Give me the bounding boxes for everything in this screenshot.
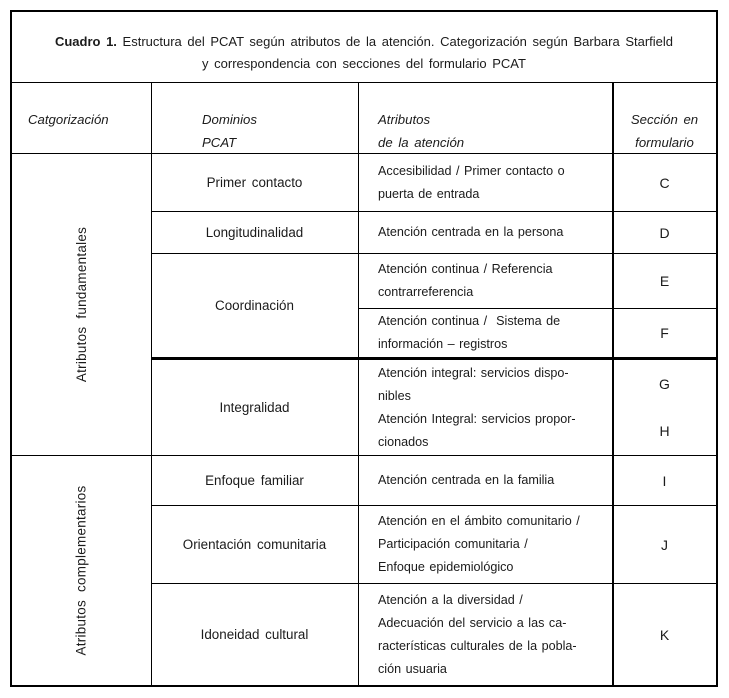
- section-i: I: [662, 472, 667, 489]
- attributes-idoneidad-cultural: [378, 584, 614, 685]
- caption-label: Cuadro 1.: [54, 34, 117, 49]
- attr-line: Participación comunitaria /: [378, 537, 528, 551]
- header-domains-line2: PCAT: [202, 135, 237, 150]
- header-attributes: [378, 108, 464, 154]
- attr-line: información – registros: [378, 337, 508, 351]
- section-h: H: [659, 423, 670, 440]
- attr-line: Atención en el ámbito comunitario /: [378, 514, 580, 528]
- grid-hline-header-top: [12, 82, 716, 83]
- domain-orientacion-comunitaria: Orientación comunitaria: [182, 537, 327, 552]
- attr-line: nibles: [378, 388, 411, 403]
- cuadro1-table: [10, 10, 718, 687]
- attr-line: cionados: [378, 434, 429, 449]
- section-g-h: [613, 360, 716, 455]
- attr-line: Atención continua / Referencia: [378, 261, 553, 276]
- attributes-enfoque-familiar: [378, 456, 614, 505]
- group-complementarios-cell: [12, 456, 151, 685]
- attributes-coordinacion-f: [378, 309, 614, 357]
- domain-primer-contacto: Primer contacto: [206, 175, 303, 190]
- attr-line: Enfoque epidemiológico: [378, 560, 514, 574]
- caption-text: Estructura del PCAT según atributos de la atención. Categorización según Barbara Starfield: [116, 34, 674, 49]
- domain-coordinacion: Coordinación: [215, 297, 294, 313]
- attr-line: Atención integral: servicios dispo-: [378, 365, 569, 380]
- attributes-longitudinalidad: [378, 212, 614, 253]
- section-g: G: [659, 375, 670, 392]
- domain-integralidad: Integralidad: [219, 400, 290, 415]
- attr-line: Atención a la diversidad /: [378, 592, 523, 607]
- table-caption: [12, 31, 716, 75]
- attributes-coordinacion-e: [378, 253, 614, 308]
- section-k: K: [659, 626, 670, 643]
- domain-idoneidad-cultural: Idoneidad cultural: [200, 627, 309, 642]
- attr-line: puerta de entrada: [378, 186, 480, 201]
- attr-line: Atención centrada en la persona: [378, 225, 564, 239]
- attributes-orientacion-comunitaria: [378, 506, 614, 583]
- grid-vline-2: [358, 82, 359, 685]
- header-section-line1: Sección en: [630, 112, 699, 127]
- attr-line: ción usuaria: [378, 661, 447, 676]
- section-j: J: [661, 536, 668, 553]
- caption-line-1: [12, 31, 716, 53]
- header-attributes-line1: Atributos: [378, 112, 431, 127]
- attr-line: Adecuación del servicio a las ca-: [378, 615, 567, 630]
- section-e: E: [659, 272, 670, 289]
- section-f: F: [660, 325, 669, 341]
- header-section: [613, 108, 716, 154]
- header-domains-line1: Dominios: [202, 112, 257, 127]
- attr-line: Atención centrada en la familia: [378, 473, 555, 487]
- caption-line-2: y correspondencia con secciones del formulario PCAT: [202, 56, 526, 71]
- attributes-primer-contacto: [378, 154, 614, 211]
- header-domains: [202, 108, 257, 154]
- domain-longitudinalidad: Longitudinalidad: [205, 225, 304, 240]
- domain-enfoque-familiar: Enfoque familiar: [205, 473, 304, 488]
- attr-line: Atención Integral: servicios propor-: [378, 411, 576, 426]
- attributes-integralidad: [378, 360, 614, 455]
- group-fundamentales-cell: [12, 154, 151, 455]
- section-c: C: [659, 174, 670, 191]
- group-fundamentales-label: Atributos fundamentales: [74, 226, 89, 383]
- attr-line: contrarreferencia: [378, 284, 474, 299]
- header-attributes-line2: de la atención: [378, 135, 465, 150]
- attr-line: racterísticas culturales de la pobla-: [378, 638, 577, 653]
- group-complementarios-label: Atributos complementarios: [74, 485, 89, 656]
- header-categorization: Catgorización: [28, 112, 109, 127]
- header-section-line2: formulario: [635, 135, 694, 150]
- attr-line: Atención continua / Sistema de: [378, 314, 561, 328]
- section-d: D: [659, 224, 670, 241]
- attr-line: Accesibilidad / Primer contacto o: [378, 163, 565, 178]
